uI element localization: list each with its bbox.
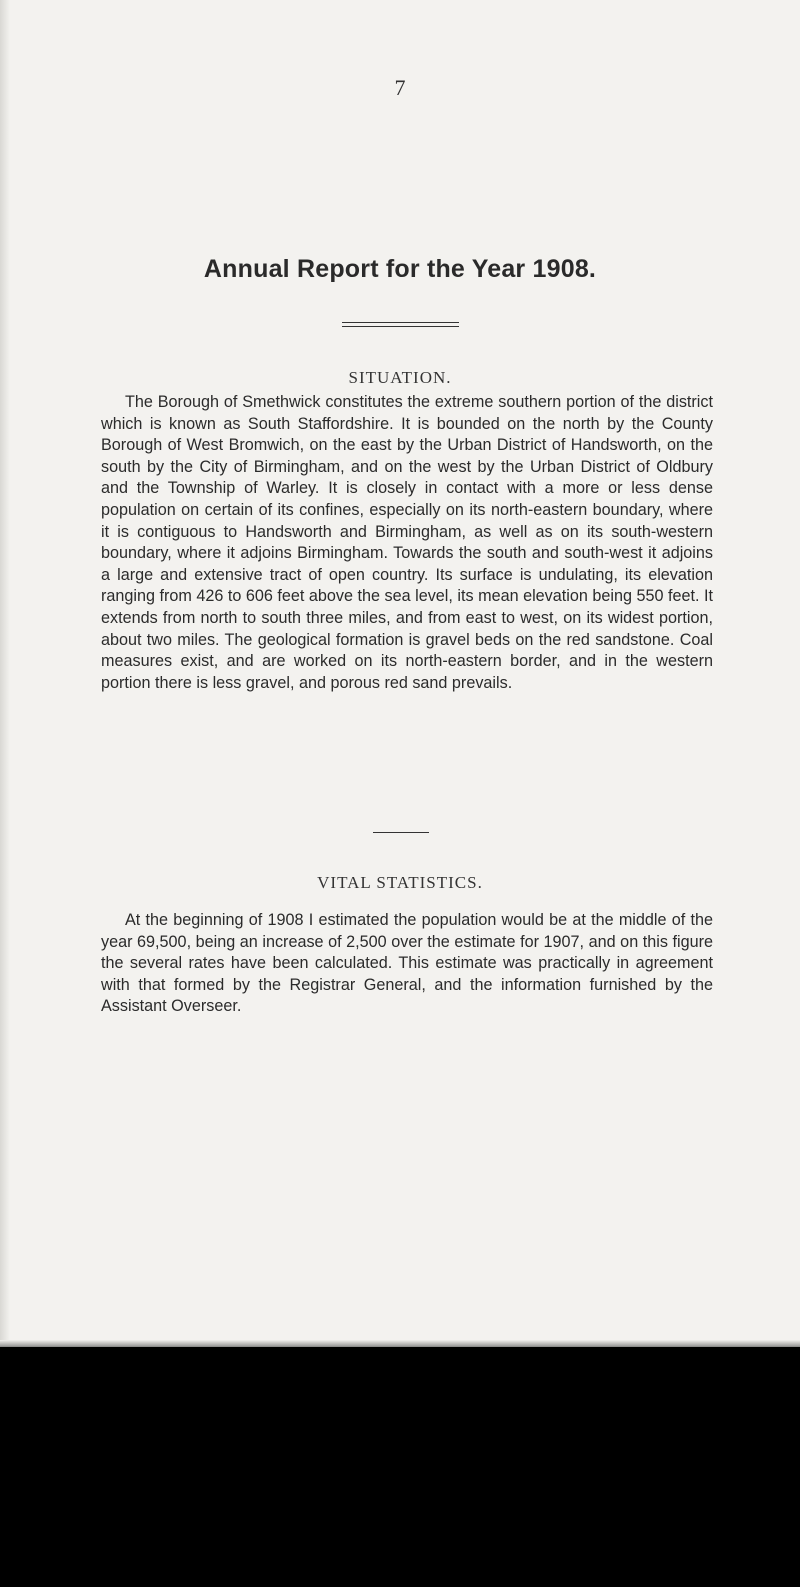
- section-divider-rule: [373, 832, 429, 833]
- scan-background: [0, 1347, 800, 1587]
- page-number: 7: [394, 75, 406, 100]
- section-heading-situation: SITUATION.: [348, 368, 452, 387]
- section-heading-vital-statistics: VITAL STATISTICS.: [317, 873, 483, 892]
- section-body-vital-statistics: At the beginning of 1908 I estimated the population would be at the middle of the year 69,500, being an increase of 2,500 over the estimate for 1907, and on this figure the several rates have been calculated. This estimate was practically in agreement with that formed by the Registrar General, and the information furnished by the Assistant Overseer.: [101, 911, 713, 1016]
- section-body-situation: The Borough of Smethwick constitutes the extreme southern portion of the district which is known as South Staffordshire. It is bounded on the north by the County Borough of West Bromwich, on the east by the Urban District of Handsworth, on the south by the City of Birmingham, and on the west by the Urban District of Oldbury and the Township of Warley. It is closely in contact with a more or less dense population on certain of its confines, especially on its north-eastern boundary, where it is contiguous to Handsworth and Birmingham, as well as on its south-western boundary, where it adjoins Birmingham. Towards the south and south-west it adjoins a large and extensive tract of open country. Its surface is undulating, its elevation ranging from 426 to 606 feet above the sea level, its mean elevation being 550 feet. It extends from north to south three miles, and from east to west, on its widest portion, about two miles. The geological formation is gravel beds on the red sandstone. Coal measures exist, and are worked on its north-eastern border, and in the western portion there is less gravel, and porous red sand prevails.: [101, 393, 713, 692]
- title-double-rule: [342, 322, 459, 327]
- report-title: Annual Report for the Year 1908.: [203, 255, 597, 283]
- page-edge-shadow: [0, 0, 10, 1347]
